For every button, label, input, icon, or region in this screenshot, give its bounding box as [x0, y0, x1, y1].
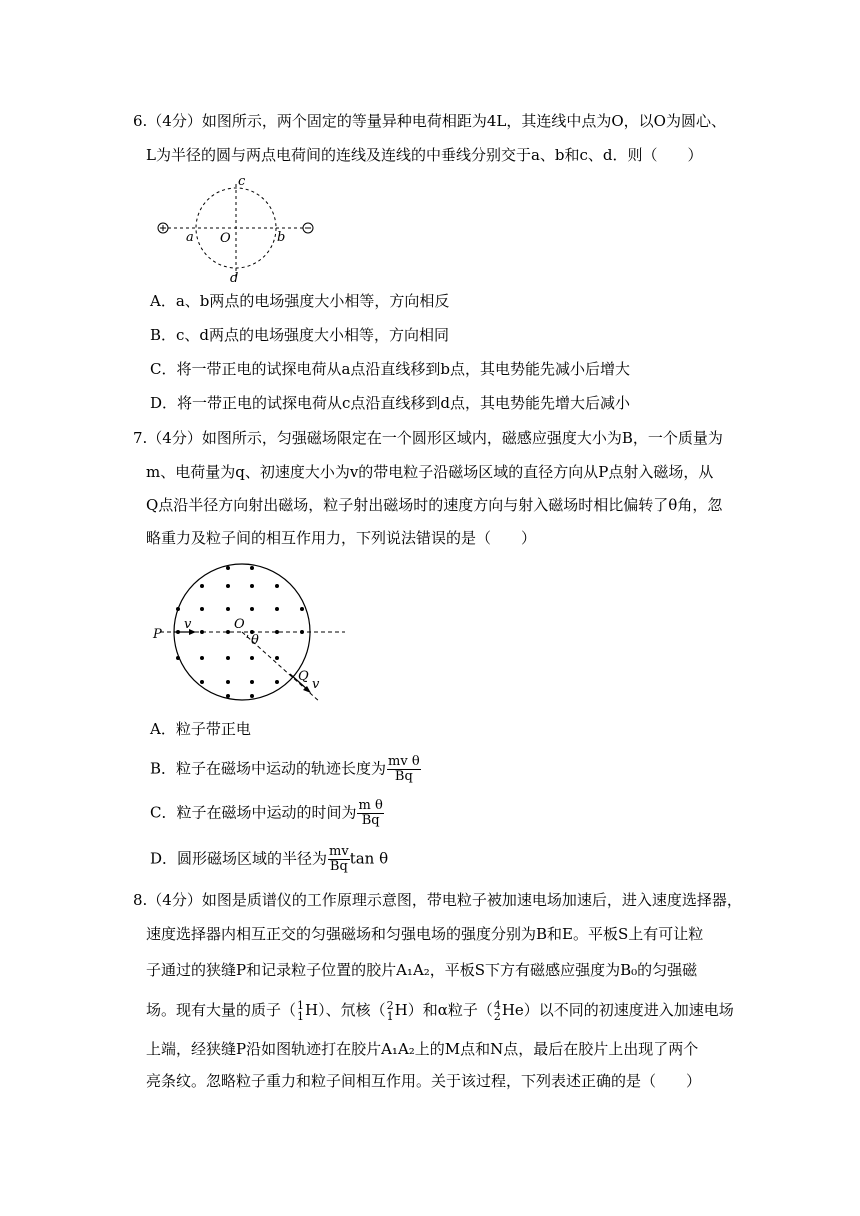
- q7-option-c-text: C．粒子在磁场中运动的时间为: [150, 803, 357, 822]
- q6-label-a: a: [186, 230, 194, 245]
- q7-option-b-text: B．粒子在磁场中运动的轨迹长度为: [150, 759, 387, 778]
- q7-option-b-fraction: [387, 755, 421, 784]
- q8-stem-line4: [146, 1000, 734, 1022]
- q8-iso2-charge: 1: [386, 1010, 394, 1023]
- q6-option-c: C．将一带正电的试探电荷从a点沿直线移到b点，其电势能先减小后增大: [150, 360, 631, 378]
- q7-label-p: P: [153, 627, 162, 642]
- q8-line4-text-c: H）和α粒子（: [394, 1001, 493, 1019]
- q8-isotope-proton: [297, 1000, 304, 1022]
- q8-stem-line2: 速度选择器内相互正交的匀强磁场和匀强电场的强度分别为B和E。平板S上有可让粒: [146, 925, 704, 943]
- q7-option-c-denominator: Bq: [361, 813, 380, 828]
- q7-option-d-denominator: Bq: [329, 859, 348, 874]
- q7-label-v-in: v: [184, 617, 192, 632]
- q7-option-b-numerator: mv θ: [388, 754, 420, 769]
- q7-option-a: A．粒子带正电: [150, 720, 251, 738]
- q6-option-b: B．c、d两点的电场强度大小相等，方向相同: [150, 326, 450, 344]
- q7-option-b: [150, 755, 421, 784]
- q8-iso1-charge: 1: [297, 1010, 305, 1023]
- q8-line4-text-d: He）以不同的初速度进入加速电场: [501, 1001, 734, 1019]
- q8-stem-line5: 上端，经狭缝P沿如图轨迹打在胶片A₁A₂上的M点和N点，最后在胶片上出现了两个: [146, 1040, 699, 1058]
- q7-figure: [150, 562, 350, 712]
- q7-stem-line3: Q点沿半径方向射出磁场，粒子射出磁场时的速度方向与射入磁场时相比偏转了θ角，忽: [146, 496, 723, 514]
- q7-option-c: [150, 799, 384, 828]
- q7-option-d-text: D．圆形磁场区域的半径为: [150, 849, 328, 868]
- q6-label-b: b: [277, 230, 286, 245]
- q7-option-d-suffix: tan θ: [349, 849, 389, 868]
- q6-label-d: d: [230, 271, 239, 286]
- q8-stem-line3: 子通过的狭缝P和记录粒子位置的胶片A₁A₂，平板S下方有磁感应强度为B₀的匀强磁: [146, 961, 698, 979]
- q7-option-d: [150, 845, 388, 874]
- q8-stem-line6: 亮条纹。忽略粒子重力和粒子间相互作用。关于该过程，下列表述正确的是（ ）: [146, 1072, 702, 1090]
- q6-label-o: O: [220, 231, 231, 246]
- q6-option-a: A．a、b两点的电场强度大小相等，方向相反: [150, 292, 450, 310]
- q6-stem-line2: L为半径的圆与两点电荷间的连线及连线的中垂线分别交于a、b和c、d．则（ ）: [146, 146, 703, 164]
- q7-label-theta: θ: [251, 633, 259, 648]
- q8-stem-line1: 8.（4分）如图是质谱仪的工作原理示意图，带电粒子被加速电场加速后，进入速度选择器，: [133, 891, 742, 909]
- q7-option-c-numerator: m θ: [358, 798, 383, 813]
- q8-isotope-deuteron: [387, 1000, 394, 1022]
- q8-line4-text-b: H）、氘核（: [305, 1001, 386, 1019]
- q8-isotope-alpha: [494, 1000, 501, 1022]
- q7-stem-line4: 略重力及粒子间的相互作用力，下列说法错误的是（ ）: [146, 529, 537, 547]
- q6-option-d: D．将一带正电的试探电荷从c点沿直线移到d点，其电势能先增大后减小: [150, 394, 631, 412]
- q7-label-v-out: v: [312, 677, 320, 692]
- q8-iso2-mass: 2: [386, 999, 394, 1012]
- q8-iso3-charge: 2: [493, 1010, 501, 1023]
- q7-option-c-fraction: [357, 799, 383, 828]
- q7-option-d-fraction: [328, 845, 350, 874]
- q7-option-d-numerator: mv: [329, 844, 349, 859]
- q7-label-q: Q: [298, 669, 309, 684]
- q7-label-o: O: [234, 617, 245, 632]
- q6-figure: [150, 172, 330, 287]
- q8-line4-text-a: 场。现有大量的质子（: [146, 1001, 297, 1019]
- q7-stem-line2: m、电荷量为q、初速度大小为v的带电粒子沿磁场区域的直径方向从P点射入磁场，从: [146, 463, 714, 481]
- q7-stem-line1: 7.（4分）如图所示，匀强磁场限定在一个圆形区域内，磁感应强度大小为B，一个质量为: [133, 429, 723, 447]
- q6-label-c: c: [238, 174, 246, 189]
- q7-option-b-denominator: Bq: [394, 769, 413, 784]
- q8-iso1-mass: 1: [297, 999, 305, 1012]
- q6-stem-line1: 6.（4分）如图所示，两个固定的等量异种电荷相距为4L，其连线中点为O，以O为圆心、: [133, 112, 726, 130]
- q8-iso3-mass: 4: [493, 999, 501, 1012]
